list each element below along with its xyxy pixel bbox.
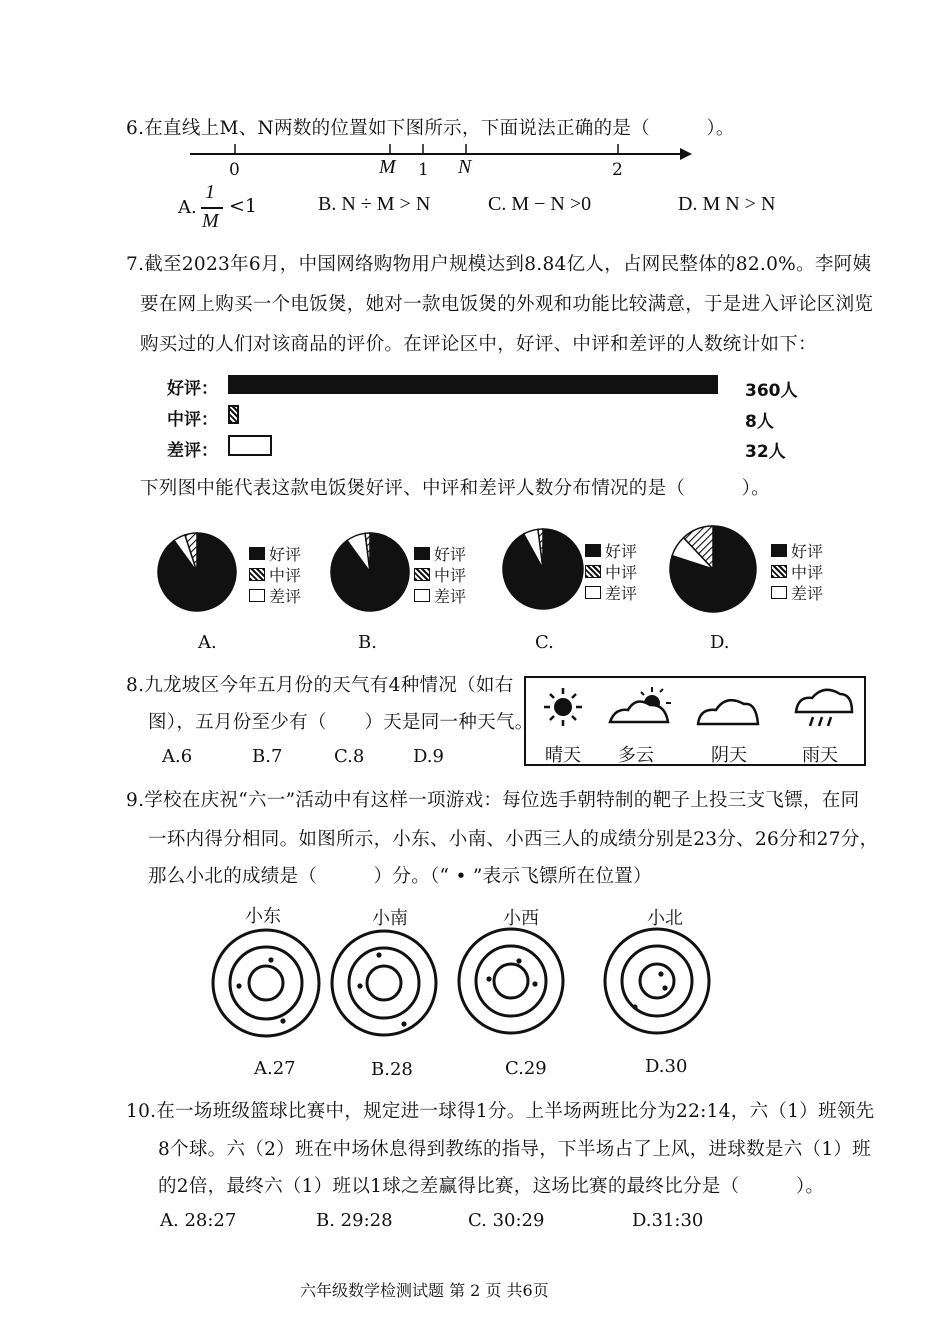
legend-mid: 中评 (791, 563, 824, 582)
legend-good: 好评 (791, 542, 824, 561)
legend-mid: 中评 (605, 563, 638, 582)
dart (662, 985, 667, 990)
weather-label-rainy: 雨天 (802, 745, 838, 766)
q8-option-a: A.6 (162, 746, 193, 767)
dart (632, 1004, 637, 1009)
q8-option-c: C.8 (334, 746, 365, 767)
legend-mid: 中评 (269, 566, 302, 585)
q6-option-a-numerator: 1 (205, 181, 215, 203)
bar-label-good: 好评： (167, 379, 218, 399)
axis-label-2: 2 (612, 160, 623, 180)
q7-line1: 7.截至2023年6月，中国网络购物用户规模达到8.84亿人，占网民整体的82.0%。李阿姨 (126, 254, 872, 275)
axis-label-m: M (379, 156, 396, 178)
bar-count-mid: 8人 (745, 412, 774, 432)
dart (516, 958, 521, 963)
dart (268, 957, 273, 962)
target-west (459, 929, 563, 1033)
q6-option-c: C. M − N >0 (488, 193, 592, 215)
bar-count-good: 360人 (745, 381, 798, 401)
q9-line1: 9.学校在庆祝“六一”活动中有这样一项游戏：每位选手朝特制的靶子上投三支飞镖，在同 (126, 790, 860, 811)
legend-bad: 差评 (269, 587, 302, 606)
legend-good: 好评 (434, 545, 467, 564)
dart (658, 971, 663, 976)
legend-bad: 差评 (791, 584, 824, 603)
target-name-east: 小东 (245, 906, 281, 927)
legend-bad: 差评 (434, 587, 467, 606)
q10-line3: 的2倍，最终六（1）班以1球之差赢得比赛，这场比赛的最终比分是（ ）。 (158, 1176, 825, 1197)
q6-option-d: D. M N > N (678, 193, 776, 215)
dart (532, 981, 537, 986)
q9-line3: 那么小北的成绩是（ ）分。（“ • ”表示飞镖所在位置） (148, 866, 652, 887)
q6-option-b: B. N ÷ M > N (318, 193, 431, 215)
pie-label-d: D. (710, 632, 730, 653)
q7-line3: 购买过的人们对该商品的评价。在评论区中，好评、中评和差评的人数统计如下： (140, 334, 817, 355)
target-name-south: 小南 (372, 908, 408, 929)
legend-mid: 中评 (434, 566, 467, 585)
dart (280, 1018, 285, 1023)
q8-option-b: B.7 (252, 746, 283, 767)
pie-label-a: A. (198, 632, 217, 653)
q7-line2: 要在网上购买一个电饭煲，她对一款电饭煲的外观和功能比较满意，于是进入评论区浏览 (140, 294, 874, 315)
q6-stem: 6.在直线上M、N两数的位置如下图所示，下面说法正确的是（ ）。 (126, 118, 735, 139)
q6-option-a-prefix: A. (178, 197, 197, 218)
target-name-north: 小北 (647, 908, 683, 929)
dart (401, 1021, 406, 1026)
target-south (332, 931, 436, 1035)
pie-label-c: C. (535, 632, 554, 653)
weather-label-partly-cloudy: 多云 (618, 745, 654, 766)
q10-option-b: B. 29:28 (316, 1210, 393, 1231)
pie-label-b: B. (358, 632, 377, 653)
dart (376, 952, 381, 957)
q8-line2: 图），五月份至少有（ ）天是同一种天气。 (148, 712, 534, 733)
page-footer: 六年级数学检测试题 第 2 页 共6页 (300, 1281, 549, 1300)
q8-option-d: D.9 (413, 746, 444, 767)
q9-option-b: B.28 (371, 1059, 413, 1080)
q10-line1: 10.在一场班级篮球比赛中，规定进一球得1分。上半场两班比分为22:14，六（1）班领先 (126, 1101, 875, 1122)
q9-option-d: D.30 (645, 1056, 688, 1077)
q10-option-d: D.31:30 (632, 1210, 704, 1231)
q7-question: 下列图中能代表这款电饭煲好评、中评和差评人数分布情况的是（ ）。 (140, 478, 770, 499)
bar-count-bad: 32人 (745, 442, 786, 462)
bar-label-bad: 差评： (167, 441, 218, 461)
dart (236, 983, 241, 988)
legend-good: 好评 (269, 545, 302, 564)
q10-line2: 8个球。六（2）班在中场休息得到教练的指导，下半场占了上风，进球数是六（1）班 (158, 1139, 872, 1160)
q9-line2: 一环内得分相同。如图所示，小东、小南、小西三人的成绩分别是23分、26分和27分， (148, 829, 879, 850)
q9-option-c: C.29 (505, 1058, 547, 1079)
legend-bad: 差评 (605, 584, 638, 603)
target-east (213, 930, 319, 1036)
axis-label-n: N (458, 156, 472, 178)
weather-label-sunny: 晴天 (545, 745, 581, 766)
q6-option-a-tail: <1 (229, 195, 258, 217)
q6-option-a-denominator: M (202, 210, 219, 232)
weather-label-cloudy: 阴天 (711, 745, 747, 766)
bar-label-mid: 中评： (167, 410, 218, 430)
q10-option-c: C. 30:29 (468, 1210, 545, 1231)
dart (486, 976, 491, 981)
legend-good: 好评 (605, 542, 638, 561)
dart (357, 983, 362, 988)
q9-option-a: A.27 (254, 1058, 296, 1079)
axis-label-1: 1 (418, 160, 429, 180)
q10-option-a: A. 28:27 (160, 1210, 237, 1231)
target-name-west: 小西 (503, 908, 539, 929)
q8-line1: 8.九龙坡区今年五月份的天气有4种情况（如右 (126, 675, 514, 696)
target-north (605, 929, 709, 1033)
axis-label-0: 0 (229, 160, 240, 180)
